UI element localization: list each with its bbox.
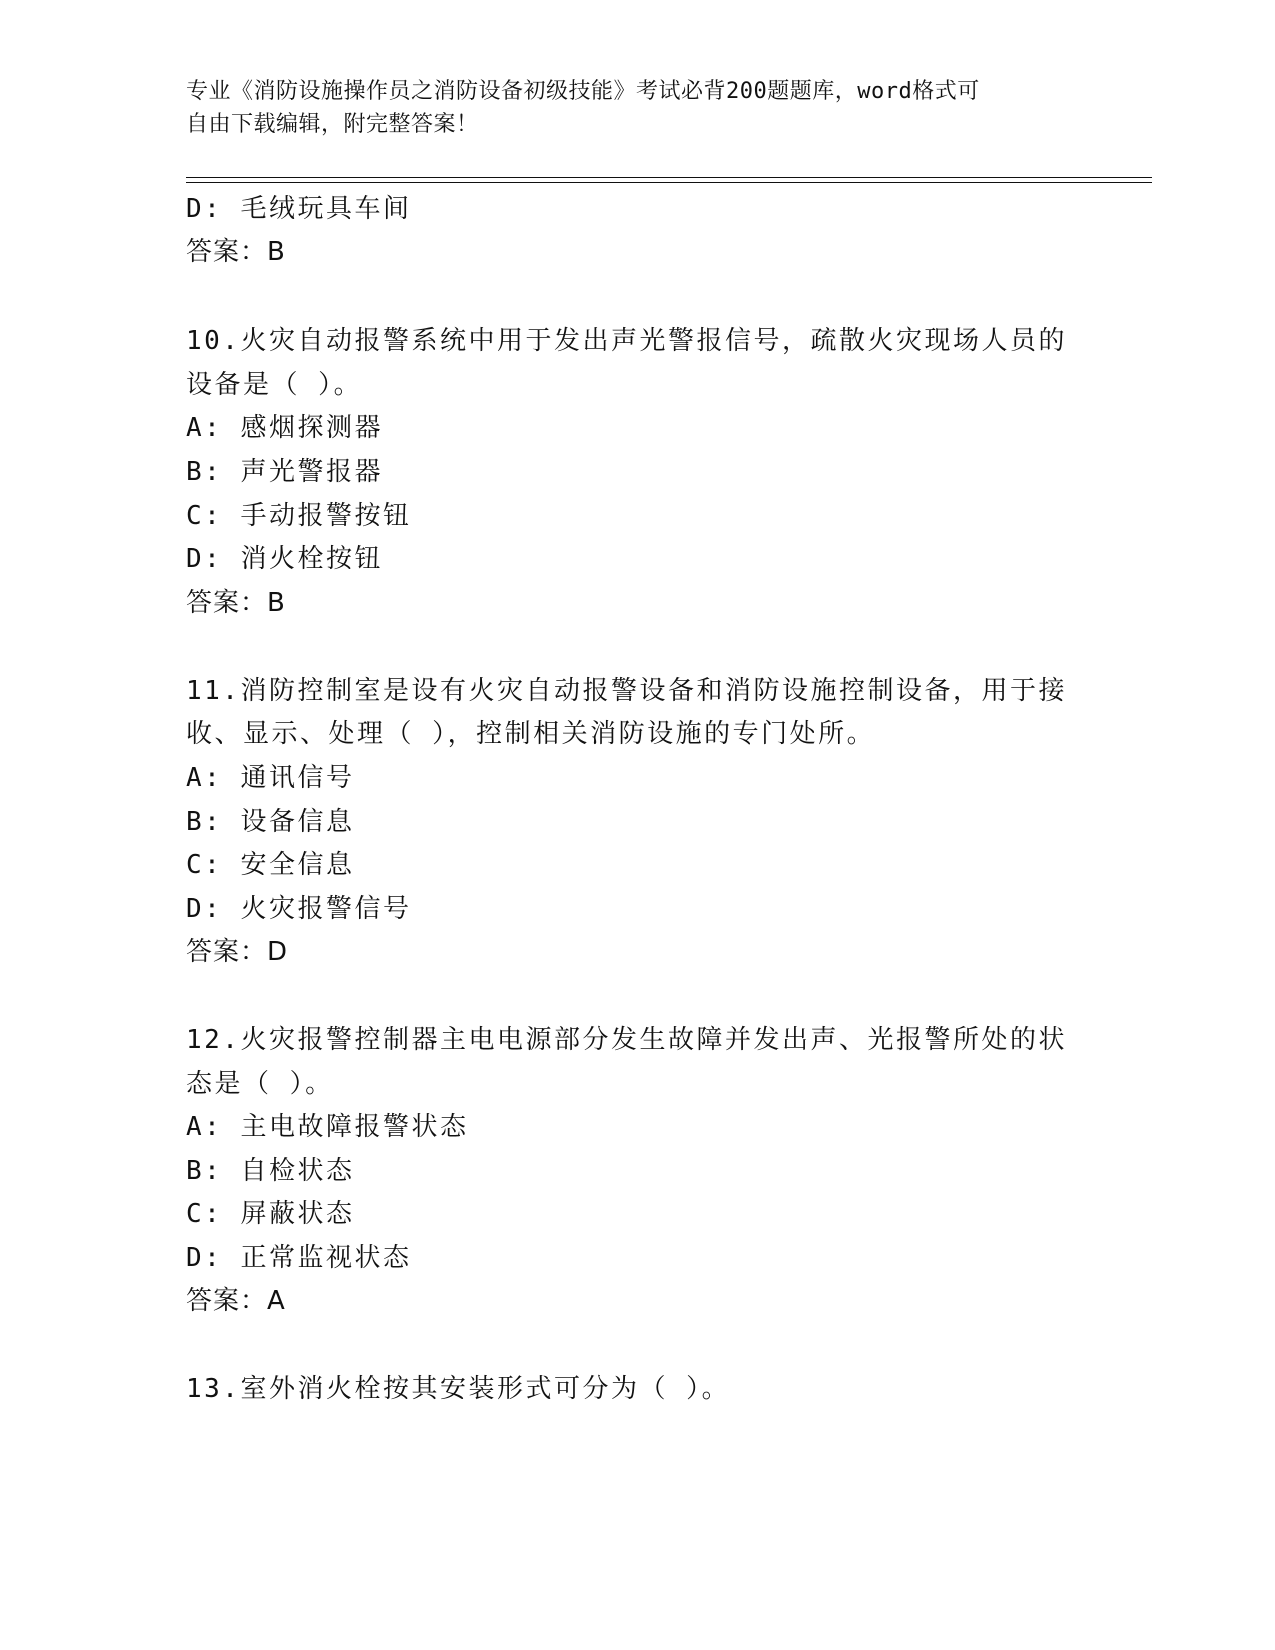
q11-option-b: B: 设备信息 (186, 807, 355, 837)
prev-option-d: D: 毛绒玩具车间 (186, 194, 412, 224)
q10-option-b: B: 声光警报器 (186, 457, 383, 487)
header-divider-top (186, 177, 1152, 178)
q10-answer: 答案：B (186, 588, 286, 618)
q11-option-a: A: 通讯信号 (186, 763, 355, 793)
q10-stem-line-1: 10.火灾自动报警系统中用于发出声光警报信号，疏散火灾现场人员的 (186, 326, 1067, 356)
q10-stem-line-2: 设备是（ ）。 (186, 370, 363, 400)
header-divider-bottom (186, 182, 1152, 183)
q10-option-c: C: 手动报警按钮 (186, 501, 412, 531)
q12-stem-line-2: 态是（ ）。 (186, 1069, 334, 1099)
header-title-line-1: 专业《消防设施操作员之消防设备初级技能》考试必背200题题库，word格式可 (186, 79, 980, 104)
page-header (186, 75, 1066, 141)
q11-stem-line-2: 收、显示、处理（ ），控制相关消防设施的专门处所。 (186, 719, 876, 749)
q12-option-c: C: 屏蔽状态 (186, 1199, 355, 1229)
q10-option-a: A: 感烟探测器 (186, 413, 383, 443)
q12-option-a: A: 主电故障报警状态 (186, 1112, 469, 1142)
header-title-line-2: 自由下载编辑，附完整答案！ (186, 112, 479, 137)
prev-answer: 答案：B (186, 237, 286, 267)
q11-stem-line-1: 11.消防控制室是设有火灾自动报警设备和消防设施控制设备，用于接 (186, 676, 1067, 706)
q13-stem-line-1: 13.室外消火栓按其安装形式可分为（ ）。 (186, 1374, 731, 1404)
q11-option-c: C: 安全信息 (186, 850, 355, 880)
q11-answer: 答案：D (186, 937, 289, 967)
q12-option-b: B: 自检状态 (186, 1156, 355, 1186)
q12-stem-line-1: 12.火灾报警控制器主电电源部分发生故障并发出声、光报警所处的状 (186, 1025, 1067, 1055)
q10-option-d: D: 消火栓按钮 (186, 544, 383, 574)
q12-answer: 答案：A (186, 1286, 286, 1316)
q11-option-d: D: 火灾报警信号 (186, 894, 412, 924)
q12-option-d: D: 正常监视状态 (186, 1243, 412, 1273)
